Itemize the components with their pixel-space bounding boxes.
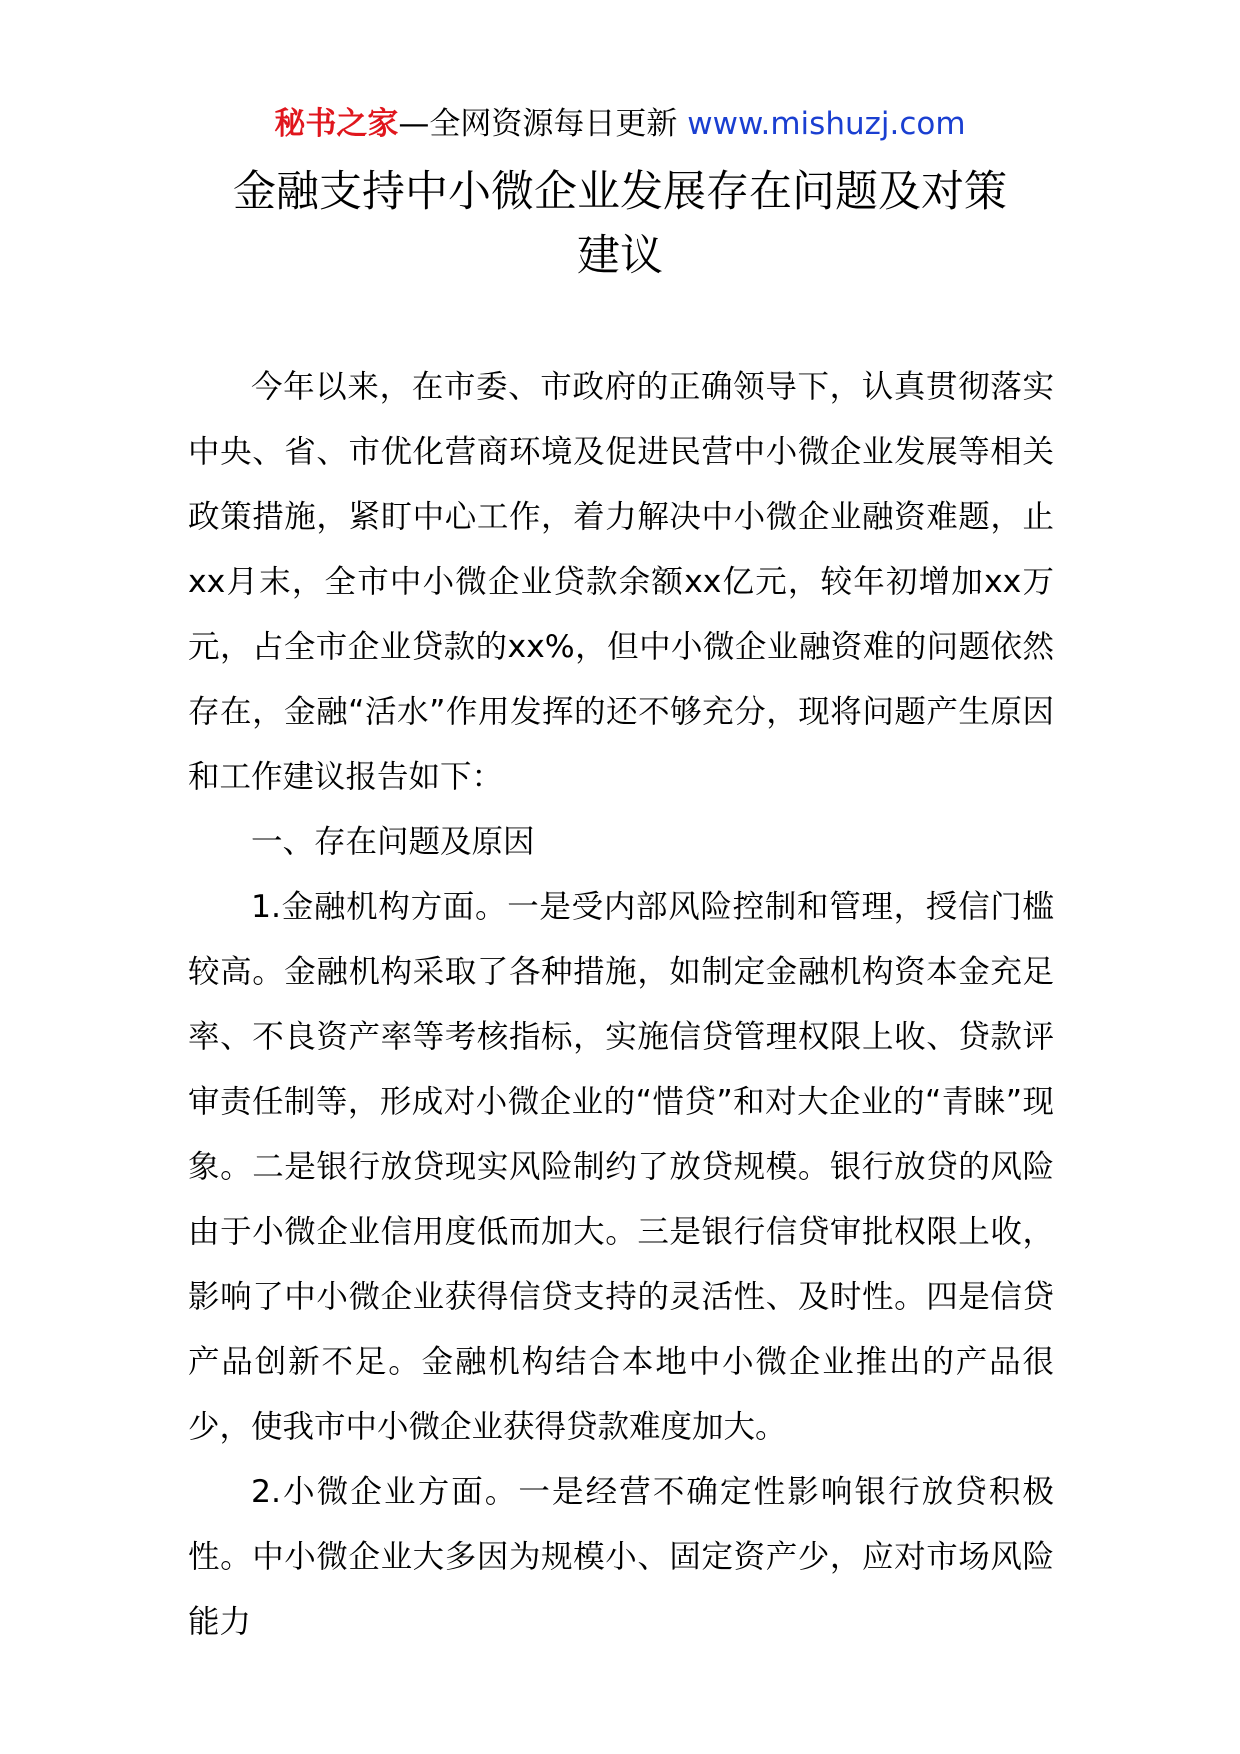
paragraph-intro: 今年以来，在市委、市政府的正确领导下，认真贯彻落实中央、省、市优化营商环境及促进民营中小微企业发展等相关政策措施，紧盯中心工作，着力解决中小微企业融资难题，止xx月末，全市中小微企业贷款余额xx亿元，较年初增加xx万元，占全市企业贷款的xx%，但中小微企业融资难的问题依然存在，金融“活水”作用发挥的还不够充分，现将问题产生原因和工作建议报告如下：: [188, 369, 1054, 795]
section-heading-problems: 一、存在问题及原因: [251, 824, 535, 860]
paragraph-small-enterprises: 2.小微企业方面。一是经营不确定性影响银行放贷积极性。中小微企业大多因为规模小、固定资产少，应对市场风险能力: [188, 1474, 1054, 1640]
paragraph-financial-institutions: 1.金融机构方面。一是受内部风险控制和管理，授信门槛较高。金融机构采取了各种措施，如制定金融机构资本金充足率、不良资产率等考核指标，实施信贷管理权限上收、贷款评审责任制等，形成对小微企业的“惜贷”和对大企业的“青睐”现象。二是银行放贷现实风险制约了放贷规模。银行放贷的风险由于小微企业信用度低而加大。三是银行信贷审批权限上收，影响了中小微企业获得信贷支持的灵活性、及时性。四是信贷产品创新不足。金融机构结合本地中小微企业推出的产品很少，使我市中小微企业获得贷款难度加大。: [188, 889, 1054, 1445]
document-title-line-2: 建议: [577, 231, 663, 281]
document-title-line-1: 金融支持中小微企业发展存在问题及对策: [233, 167, 1007, 217]
document-body: [188, 355, 1054, 1655]
brand-name: 秘书之家: [274, 106, 399, 142]
header-url-link[interactable]: www.mishuzj.com: [687, 106, 966, 142]
document-title: [180, 160, 1060, 288]
header-slogan: —全网资源每日更新: [398, 106, 688, 142]
page-header: [0, 100, 1240, 148]
